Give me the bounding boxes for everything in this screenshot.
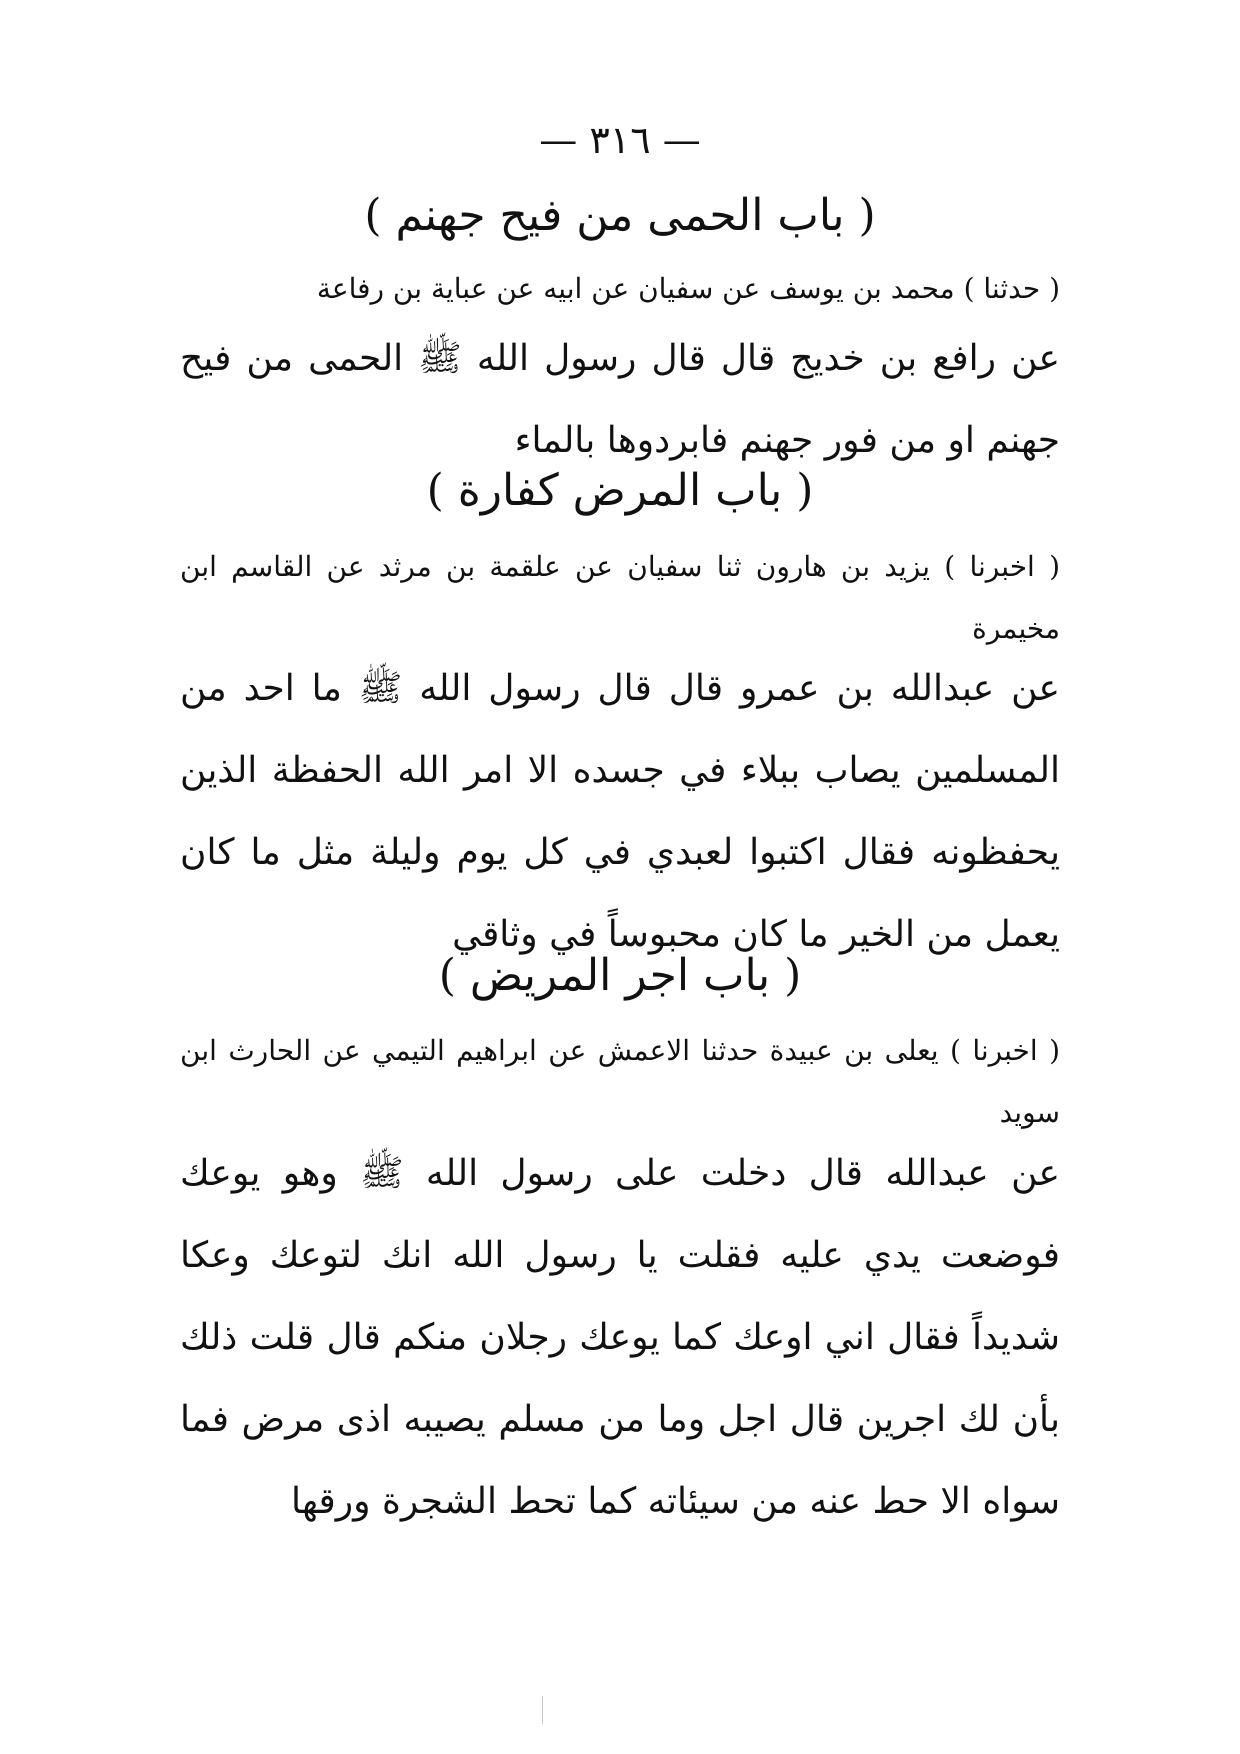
section-isnad-fever: ( حدثنا ) محمد بن يوسف عن سفيان عن ابيه عن عباية بن رفاعة	[316, 272, 1060, 305]
section-matn-fever: عن رافع بن خديج قال قال رسول الله ﷺ الحمى من فيح جهنم او من فور جهنم فابردوها بالماء	[180, 338, 1060, 461]
page-number: — ٣١٦ —	[539, 118, 701, 162]
section-heading-illness-expiation: ( باب المرض كفارة )	[426, 465, 814, 516]
section-isnad-reward-of-sick: ( اخبرنا ) يعلى بن عبيدة حدثنا الاعمش عن ابراهيم التيمي عن الحارث ابن سويد	[180, 1034, 1060, 1129]
section-matn-reward-of-sick: عن عبدالله قال دخلت على رسول الله ﷺ وهو يوعك فوضعت يدي عليه فقلت يا رسول الله انك لتوعك وعكا شديداً فقال اني اوعك كما يوعك رجلان منكم قال قلت ذلك بأن لك اجرين قال اجل وما من مسلم يصيبه اذى مرض فما سواه الا حط عنه من سيئاته كما تحط الشجرة ورقها	[180, 1153, 1060, 1522]
section-heading-fever: ( باب الحمى من فيح جهنم )	[364, 190, 876, 241]
section-isnad-illness-expiation: ( اخبرنا ) يزيد بن هارون ثنا سفيان عن علقمة بن مرثد عن القاسم ابن مخيمرة	[180, 550, 1060, 645]
scan-mark	[542, 1696, 543, 1724]
section-matn-illness-expiation: عن عبدالله بن عمرو قال قال رسول الله ﷺ ما احد من المسلمين يصاب ببلاء في جسده الا امر الله الحفظة الذين يحفظونه فقال اكتبوا لعبدي في كل يوم وليلة مثل ما كان يعمل من الخير ما كان محبوساً في وثاقي	[180, 668, 1060, 955]
section-heading-reward-of-sick: ( باب اجر المريض )	[438, 950, 802, 1001]
